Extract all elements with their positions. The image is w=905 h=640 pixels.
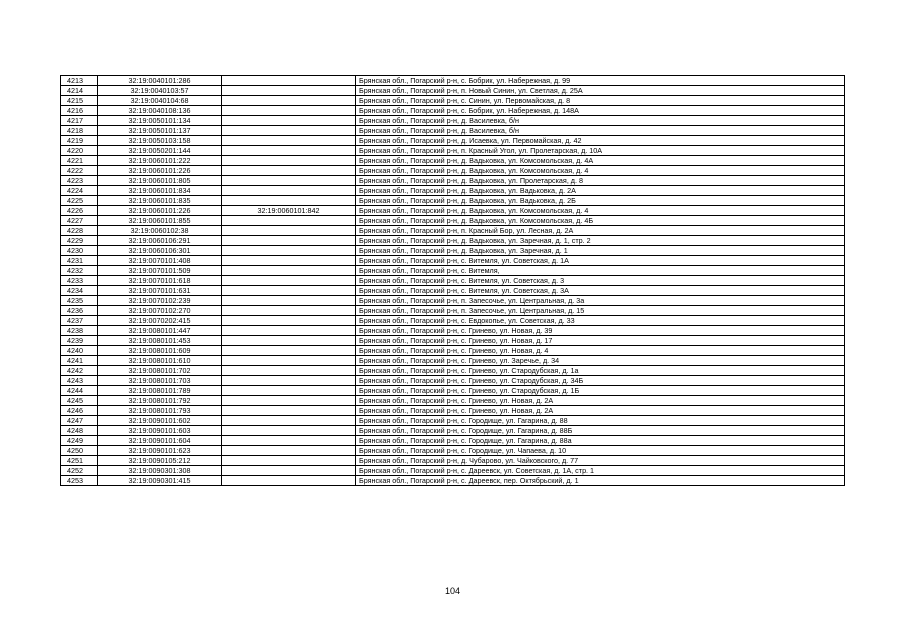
table-row [61,376,845,386]
address-cell: Брянская обл., Погарский р-н, д. Исаевка, ул. Первомайская, д. 42 [356,136,845,146]
related-cadastral-number-cell [222,236,356,246]
cadastral-number-cell: 32:19:0070101:408 [98,256,222,266]
table-row [61,116,845,126]
table-row [61,236,845,246]
address-cell: Брянская обл., Погарский р-н, п. Запесочье, ул. Центральная, д. 15 [356,306,845,316]
table-row [61,446,845,456]
related-cadastral-number-cell [222,346,356,356]
address-cell: Брянская обл., Погарский р-н, с. Гринево, ул. Стародубская, д. 34Б [356,376,845,386]
address-cell: Брянская обл., Погарский р-н, с. Синин, ул. Первомайская, д. 8 [356,96,845,106]
row-number-cell: 4213 [61,76,98,86]
row-number-cell: 4229 [61,236,98,246]
address-cell: Брянская обл., Погарский р-н, с. Дареевск, ул. Советская, д. 1А, стр. 1 [356,466,845,476]
row-number-cell: 4243 [61,376,98,386]
related-cadastral-number-cell [222,416,356,426]
address-cell: Брянская обл., Погарский р-н, с. Дареевск, пер. Октябрьский, д. 1 [356,476,845,486]
address-cell: Брянская обл., Погарский р-н, д. Вадьковка, ул. Вадьковка, д. 2А [356,186,845,196]
row-number-cell: 4214 [61,86,98,96]
table-row [61,286,845,296]
address-cell: Брянская обл., Погарский р-н, с. Городище, ул. Гагарина, д. 88Б [356,426,845,436]
table-row [61,136,845,146]
related-cadastral-number-cell [222,116,356,126]
table-row [61,146,845,156]
related-cadastral-number-cell [222,76,356,86]
related-cadastral-number-cell [222,146,356,156]
related-cadastral-number-cell [222,446,356,456]
cadastral-number-cell: 32:19:0080101:793 [98,406,222,416]
cadastral-number-cell: 32:19:0090101:604 [98,436,222,446]
row-number-cell: 4217 [61,116,98,126]
address-cell: Брянская обл., Погарский р-н, с. Витемля, ул. Советская, д. 3А [356,286,845,296]
row-number-cell: 4230 [61,246,98,256]
table-row [61,316,845,326]
table-row [61,76,845,86]
row-number-cell: 4219 [61,136,98,146]
related-cadastral-number-cell [222,266,356,276]
row-number-cell: 4242 [61,366,98,376]
cadastral-number-cell: 32:19:0070101:509 [98,266,222,276]
address-cell: Брянская обл., Погарский р-н, с. Гринево, ул. Стародубская, д. 1Б [356,386,845,396]
cadastral-number-cell: 32:19:0090301:308 [98,466,222,476]
row-number-cell: 4222 [61,166,98,176]
row-number-cell: 4215 [61,96,98,106]
table-row [61,416,845,426]
row-number-cell: 4252 [61,466,98,476]
row-number-cell: 4247 [61,416,98,426]
table-row [61,466,845,476]
cadastral-number-cell: 32:19:0050201:144 [98,146,222,156]
related-cadastral-number-cell [222,156,356,166]
related-cadastral-number-cell [222,256,356,266]
cadastral-number-cell: 32:19:0080101:703 [98,376,222,386]
address-cell: Брянская обл., Погарский р-н, с. Городище, ул. Гагарина, д. 88 [356,416,845,426]
cadastral-number-cell: 32:19:0060106:301 [98,246,222,256]
address-cell: Брянская обл., Погарский р-н, с. Гринево, ул. Новая, д. 4 [356,346,845,356]
registry-table [60,75,845,486]
address-cell: Брянская обл., Погарский р-н, п. Красный Бор, ул. Лесная, д. 2А [356,226,845,236]
related-cadastral-number-cell [222,366,356,376]
table-row [61,276,845,286]
address-cell: Брянская обл., Погарский р-н, с. Витемля, [356,266,845,276]
cadastral-number-cell: 32:19:0080101:453 [98,336,222,346]
cadastral-number-cell: 32:19:0070102:239 [98,296,222,306]
cadastral-number-cell: 32:19:0040108:136 [98,106,222,116]
cadastral-number-cell: 32:19:0080101:609 [98,346,222,356]
cadastral-number-cell: 32:19:0080101:792 [98,396,222,406]
cadastral-number-cell: 32:19:0060101:835 [98,196,222,206]
cadastral-number-cell: 32:19:0050101:137 [98,126,222,136]
related-cadastral-number-cell [222,226,356,236]
address-cell: Брянская обл., Погарский р-н, д. Вадьковка, ул. Заречная, д. 1 [356,246,845,256]
related-cadastral-number-cell: 32:19:0060101:842 [222,206,356,216]
address-cell: Брянская обл., Погарский р-н, с. Бобрик, ул. Набережная, д. 148А [356,106,845,116]
cadastral-number-cell: 32:19:0080101:789 [98,386,222,396]
address-cell: Брянская обл., Погарский р-н, д. Вадьковка, ул. Вадьковка, д. 2Б [356,196,845,206]
row-number-cell: 4218 [61,126,98,136]
cadastral-number-cell: 32:19:0060101:805 [98,176,222,186]
row-number-cell: 4240 [61,346,98,356]
cadastral-number-cell: 32:19:0040104:68 [98,96,222,106]
table-row [61,216,845,226]
table-row [61,356,845,366]
table-row [61,306,845,316]
address-cell: Брянская обл., Погарский р-н, с. Гринево, ул. Новая, д. 39 [356,326,845,336]
related-cadastral-number-cell [222,136,356,146]
address-cell: Брянская обл., Погарский р-н, с. Гринево, ул. Стародубская, д. 1а [356,366,845,376]
cadastral-number-cell: 32:19:0080101:702 [98,366,222,376]
table-row [61,106,845,116]
address-cell: Брянская обл., Погарский р-н, с. Гринево, ул. Новая, д. 17 [356,336,845,346]
cadastral-number-cell: 32:19:0050103:158 [98,136,222,146]
cadastral-number-cell: 32:19:0060102:38 [98,226,222,236]
row-number-cell: 4236 [61,306,98,316]
cadastral-number-cell: 32:19:0060101:222 [98,156,222,166]
related-cadastral-number-cell [222,106,356,116]
cadastral-number-cell: 32:19:0060101:855 [98,216,222,226]
address-cell: Брянская обл., Погарский р-н, с. Гринево, ул. Заречье, д. 34 [356,356,845,366]
row-number-cell: 4238 [61,326,98,336]
row-number-cell: 4216 [61,106,98,116]
table-row [61,246,845,256]
related-cadastral-number-cell [222,186,356,196]
table-row [61,426,845,436]
row-number-cell: 4237 [61,316,98,326]
cadastral-number-cell: 32:19:0040101:286 [98,76,222,86]
row-number-cell: 4224 [61,186,98,196]
table-row [61,126,845,136]
address-cell: Брянская обл., Погарский р-н, д. Вадьковка, ул. Комсомольская, д. 4А [356,156,845,166]
row-number-cell: 4223 [61,176,98,186]
related-cadastral-number-cell [222,356,356,366]
related-cadastral-number-cell [222,176,356,186]
cadastral-number-cell: 32:19:0080101:610 [98,356,222,366]
table-row [61,156,845,166]
row-number-cell: 4249 [61,436,98,446]
cadastral-number-cell: 32:19:0060101:834 [98,186,222,196]
address-cell: Брянская обл., Погарский р-н, с. Гринево, ул. Новая, д. 2А [356,396,845,406]
cadastral-number-cell: 32:19:0070101:618 [98,276,222,286]
related-cadastral-number-cell [222,406,356,416]
cadastral-number-cell: 32:19:0070202:415 [98,316,222,326]
address-cell: Брянская обл., Погарский р-н, д. Василевка, б/н [356,126,845,136]
related-cadastral-number-cell [222,476,356,486]
address-cell: Брянская обл., Погарский р-н, д. Вадьковка, ул. Комсомольская, д. 4 [356,206,845,216]
related-cadastral-number-cell [222,326,356,336]
table-row [61,406,845,416]
row-number-cell: 4241 [61,356,98,366]
address-cell: Брянская обл., Погарский р-н, с. Витемля, ул. Советская, д. 3 [356,276,845,286]
related-cadastral-number-cell [222,196,356,206]
related-cadastral-number-cell [222,216,356,226]
address-cell: Брянская обл., Погарский р-н, с. Городище, ул. Чапаева, д. 10 [356,446,845,456]
row-number-cell: 4233 [61,276,98,286]
row-number-cell: 4245 [61,396,98,406]
table-row [61,436,845,446]
cadastral-number-cell: 32:19:0090101:603 [98,426,222,436]
table-row [61,226,845,236]
cadastral-number-cell: 32:19:0080101:447 [98,326,222,336]
row-number-cell: 4234 [61,286,98,296]
row-number-cell: 4228 [61,226,98,236]
table-row [61,346,845,356]
table-row [61,456,845,466]
address-cell: Брянская обл., Погарский р-н, с. Бобрик, ул. Набережная, д. 99 [356,76,845,86]
cadastral-number-cell: 32:19:0070101:631 [98,286,222,296]
address-cell: Брянская обл., Погарский р-н, д. Вадьковка, ул. Комсомольская, д. 4 [356,166,845,176]
address-cell: Брянская обл., Погарский р-н, д. Чубарово, ул. Чайковского, д. 77 [356,456,845,466]
table-row [61,396,845,406]
address-cell: Брянская обл., Погарский р-н, с. Городище, ул. Гагарина, д. 88а [356,436,845,446]
row-number-cell: 4221 [61,156,98,166]
related-cadastral-number-cell [222,436,356,446]
address-cell: Брянская обл., Погарский р-н, с. Витемля, ул. Советская, д. 1А [356,256,845,266]
cadastral-number-cell: 32:19:0040103:57 [98,86,222,96]
related-cadastral-number-cell [222,316,356,326]
row-number-cell: 4250 [61,446,98,456]
table-row [61,166,845,176]
address-cell: Брянская обл., Погарский р-н, д. Василевка, б/н [356,116,845,126]
row-number-cell: 4231 [61,256,98,266]
row-number-cell: 4220 [61,146,98,156]
address-cell: Брянская обл., Погарский р-н, п. Новый Синин, ул. Светлая, д. 25А [356,86,845,96]
table-row [61,256,845,266]
related-cadastral-number-cell [222,306,356,316]
related-cadastral-number-cell [222,376,356,386]
table-row [61,186,845,196]
related-cadastral-number-cell [222,166,356,176]
table-row [61,266,845,276]
related-cadastral-number-cell [222,276,356,286]
table-row [61,386,845,396]
address-cell: Брянская обл., Погарский р-н, п. Красный Угол, ул. Пролетарская, д. 10А [356,146,845,156]
registry-body [61,76,845,486]
row-number-cell: 4232 [61,266,98,276]
address-cell: Брянская обл., Погарский р-н, с. Евдокопье, ул. Советская, д. 33 [356,316,845,326]
related-cadastral-number-cell [222,96,356,106]
cadastral-number-cell: 32:19:0060101:226 [98,166,222,176]
table-row [61,476,845,486]
table-row [61,326,845,336]
address-cell: Брянская обл., Погарский р-н, п. Запесочье, ул. Центральная, д. 3а [356,296,845,306]
cadastral-number-cell: 32:19:0090105:212 [98,456,222,466]
address-cell: Брянская обл., Погарский р-н, д. Вадьковка, ул. Заречная, д. 1, стр. 2 [356,236,845,246]
address-cell: Брянская обл., Погарский р-н, д. Вадьковка, ул. Пролетарская, д. 8 [356,176,845,186]
table-row [61,96,845,106]
row-number-cell: 4248 [61,426,98,436]
cadastral-number-cell: 32:19:0090101:623 [98,446,222,456]
table-row [61,366,845,376]
table-row [61,196,845,206]
row-number-cell: 4225 [61,196,98,206]
address-cell: Брянская обл., Погарский р-н, д. Вадьковка, ул. Комсомольская, д. 4Б [356,216,845,226]
cadastral-number-cell: 32:19:0090101:602 [98,416,222,426]
row-number-cell: 4226 [61,206,98,216]
row-number-cell: 4244 [61,386,98,396]
cadastral-number-cell: 32:19:0060101:226 [98,206,222,216]
cadastral-number-cell: 32:19:0060106:291 [98,236,222,246]
related-cadastral-number-cell [222,126,356,136]
related-cadastral-number-cell [222,336,356,346]
table-row [61,206,845,216]
related-cadastral-number-cell [222,86,356,96]
related-cadastral-number-cell [222,386,356,396]
row-number-cell: 4246 [61,406,98,416]
related-cadastral-number-cell [222,296,356,306]
cadastral-number-cell: 32:19:0090301:415 [98,476,222,486]
related-cadastral-number-cell [222,396,356,406]
cadastral-number-cell: 32:19:0070102:270 [98,306,222,316]
related-cadastral-number-cell [222,286,356,296]
page-number: 104 [444,586,461,596]
table-row [61,176,845,186]
cadastral-number-cell: 32:19:0050101:134 [98,116,222,126]
row-number-cell: 4251 [61,456,98,466]
related-cadastral-number-cell [222,466,356,476]
related-cadastral-number-cell [222,426,356,436]
row-number-cell: 4253 [61,476,98,486]
address-cell: Брянская обл., Погарский р-н, с. Гринево, ул. Новая, д. 2А [356,406,845,416]
row-number-cell: 4227 [61,216,98,226]
row-number-cell: 4235 [61,296,98,306]
table-row [61,296,845,306]
row-number-cell: 4239 [61,336,98,346]
table-row [61,336,845,346]
related-cadastral-number-cell [222,456,356,466]
related-cadastral-number-cell [222,246,356,256]
table-row [61,86,845,96]
